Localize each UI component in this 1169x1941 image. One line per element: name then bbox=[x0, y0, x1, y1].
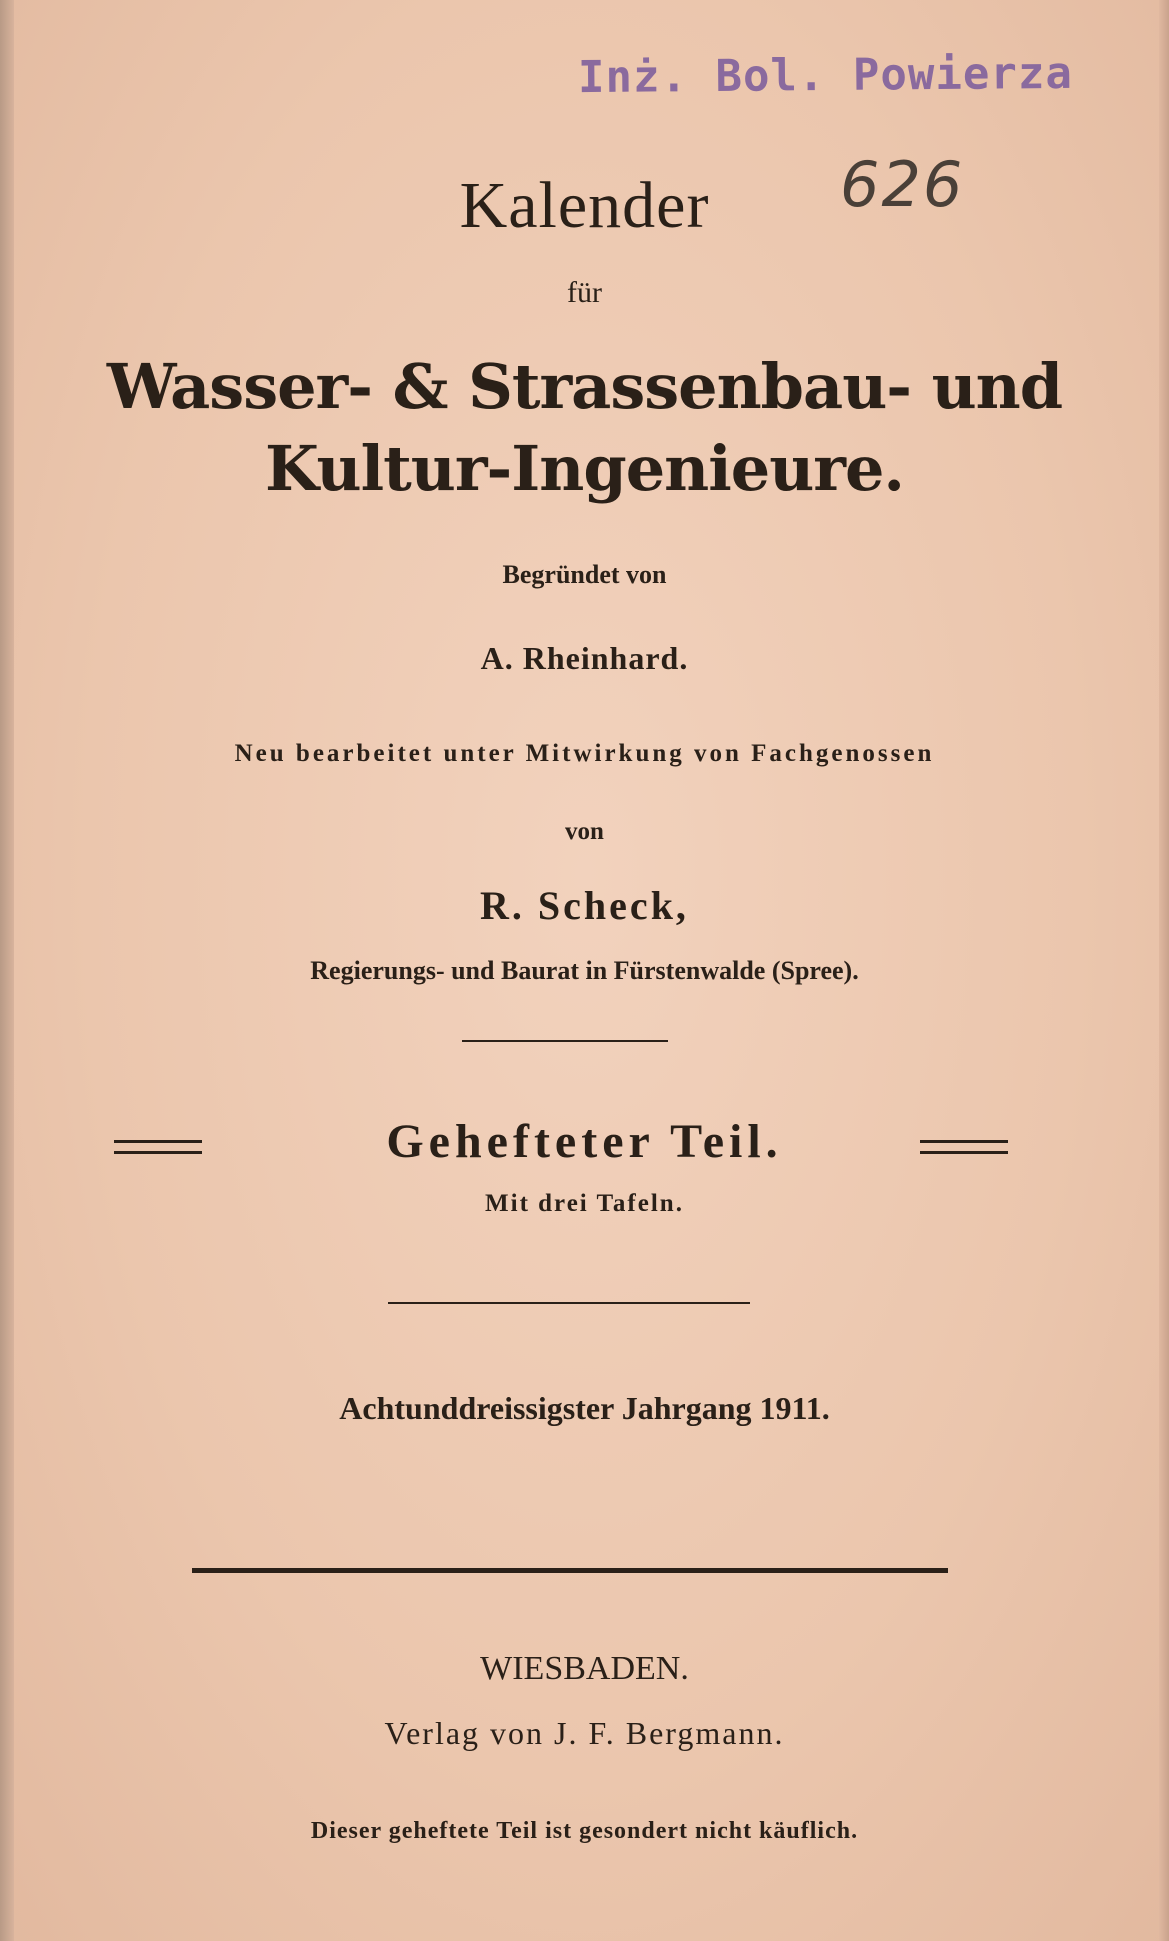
editor-name: R. Scheck, bbox=[480, 883, 689, 928]
publisher-name: Verlag von J. F. Bergmann. bbox=[384, 1715, 785, 1751]
main-title-line-1: Wasser- & Strassenbau- und bbox=[106, 350, 1063, 423]
part-subtitle: Mit drei Tafeln. bbox=[485, 1190, 684, 1217]
revised-label: Neu bearbeitet unter Mitwirkung von Fachgenossen bbox=[234, 740, 935, 767]
handwritten-number: 626 bbox=[840, 148, 965, 221]
part-title: Gehefteter Teil. bbox=[386, 1115, 783, 1168]
by-label: von bbox=[565, 818, 604, 845]
sale-note: Dieser geheftete Teil ist gesondert nicht käuflich. bbox=[310, 1818, 859, 1844]
divider-short bbox=[462, 1040, 668, 1042]
divider-medium bbox=[388, 1302, 750, 1304]
editor-title: Regierungs- und Baurat in Fürstenwalde (Spree). bbox=[310, 956, 859, 985]
main-title-line-2: Kultur-Ingenieure. bbox=[265, 432, 904, 505]
double-rule-right bbox=[920, 1140, 1008, 1154]
ownership-stamp: Inż. Bol. Powierza bbox=[577, 47, 1074, 104]
divider-thick bbox=[192, 1568, 948, 1573]
publisher-city: WIESBADEN. bbox=[480, 1650, 689, 1687]
founded-by-label: Begründet von bbox=[502, 560, 667, 589]
title: Kalender bbox=[459, 169, 710, 242]
title-preposition: für bbox=[567, 276, 602, 309]
founder-name: A. Rheinhard. bbox=[480, 640, 689, 676]
edition-year: Achtunddreissigster Jahrgang 1911. bbox=[339, 1390, 830, 1426]
